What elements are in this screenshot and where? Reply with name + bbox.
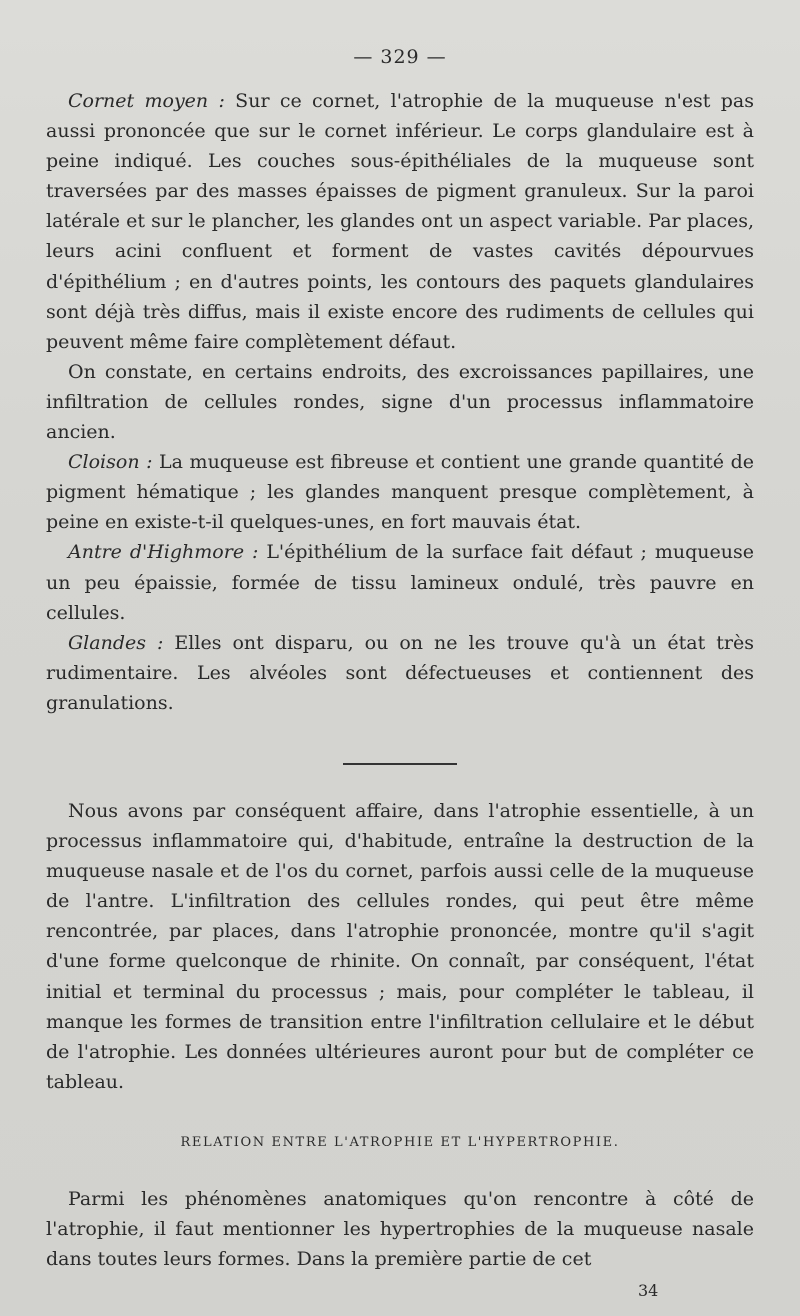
conclusion-block [46,796,754,1097]
text-glandes: Elles ont disparu, ou on ne les trouve qu'à un état très rudimentaire. Les alvéoles sont défectueuses et contiennent des granulations. [46,631,754,714]
lead-antre: Antre d'Highmore : [68,541,259,564]
new-section-block [46,1184,754,1274]
anatomy-findings-block [46,86,754,718]
text-constate: On constate, en certains endroits, des excroissances papillaires, une infiltration de cellules rondes, signe d'un processus inflammatoire ancien. [46,360,754,444]
paragraph-conclusion: Nous avons par conséquent affaire, dans l'atrophie essentielle, à un processus inflammatoire qui, d'habitude, entraîne la destruction de la muqueuse nasale et de l'os du cornet, parfois aussi celle de la muqueuse de l'antre. L'infiltration des cellules rondes, qui peut être même rencontrée, par places, dans l'atrophie prononcée, montre qu'il s'agit d'une forme quelconque de rhinite. On connaît, par conséquent, l'état initial et terminal du processus ; mais, pour compléter le tableau, il manque les formes de transition entre l'infiltration cellulaire et le début de l'atrophie. Les données ultérieures auront pour but de compléter ce tableau. [46,800,754,1093]
paragraph-constate [46,357,754,447]
lead-cloison: Cloison : [68,451,153,474]
paragraph-glandes [46,628,754,718]
text-antre: L'épithélium de la surface fait défaut ; muqueuse un peu épaissie, formée de tissu lamineux ondulé, très pauvre en cellules. [46,541,754,624]
lead-cornet-moyen: Cornet moyen : [68,90,225,112]
lead-glandes: Glandes : [68,631,164,654]
paragraph-antre [46,537,754,627]
text-cornet-moyen: Sur ce cornet, l'atrophie de la muqueuse n'est pas aussi prononcée que sur le cornet inférieur. Le corps glandulaire est à peine indiqué. Les couches sous-épithéliales de la muqueuse sont traversées par des masses épaisses de pigment granuleux. Sur la paroi latérale et sur le plancher, les glandes ont un aspect variable. Par places, leurs acini confluent et forment de vastes cavités dépourvues d'épithélium ; en d'autres points, les contours des paquets glandulaires sont déjà très diffus, mais il existe encore des rudiments de cellules qui peuvent même faire complètement défaut. [46,90,754,353]
signature-mark: 34 [638,1281,659,1300]
paragraph-cornet-moyen [46,86,754,357]
page-number: — 329 — [353,46,447,68]
text-cloison: La muqueuse est fibreuse et contient une grande quantité de pigment hématique ; les glandes manquent presque complètement, à peine en existe-t-il quelques-unes, en fort mauvais état. [46,451,754,534]
paragraph-phenomenes: Parmi les phénomènes anatomiques qu'on rencontre à côté de l'atrophie, il faut mentionner les hypertrophies de la muqueuse nasale dans toutes leurs formes. Dans la première partie de cet [46,1188,754,1271]
section-divider [343,763,457,765]
paragraph-cloison [46,447,754,537]
section-heading: RELATION ENTRE L'ATROPHIE ET L'HYPERTROPHIE. [180,1135,620,1150]
